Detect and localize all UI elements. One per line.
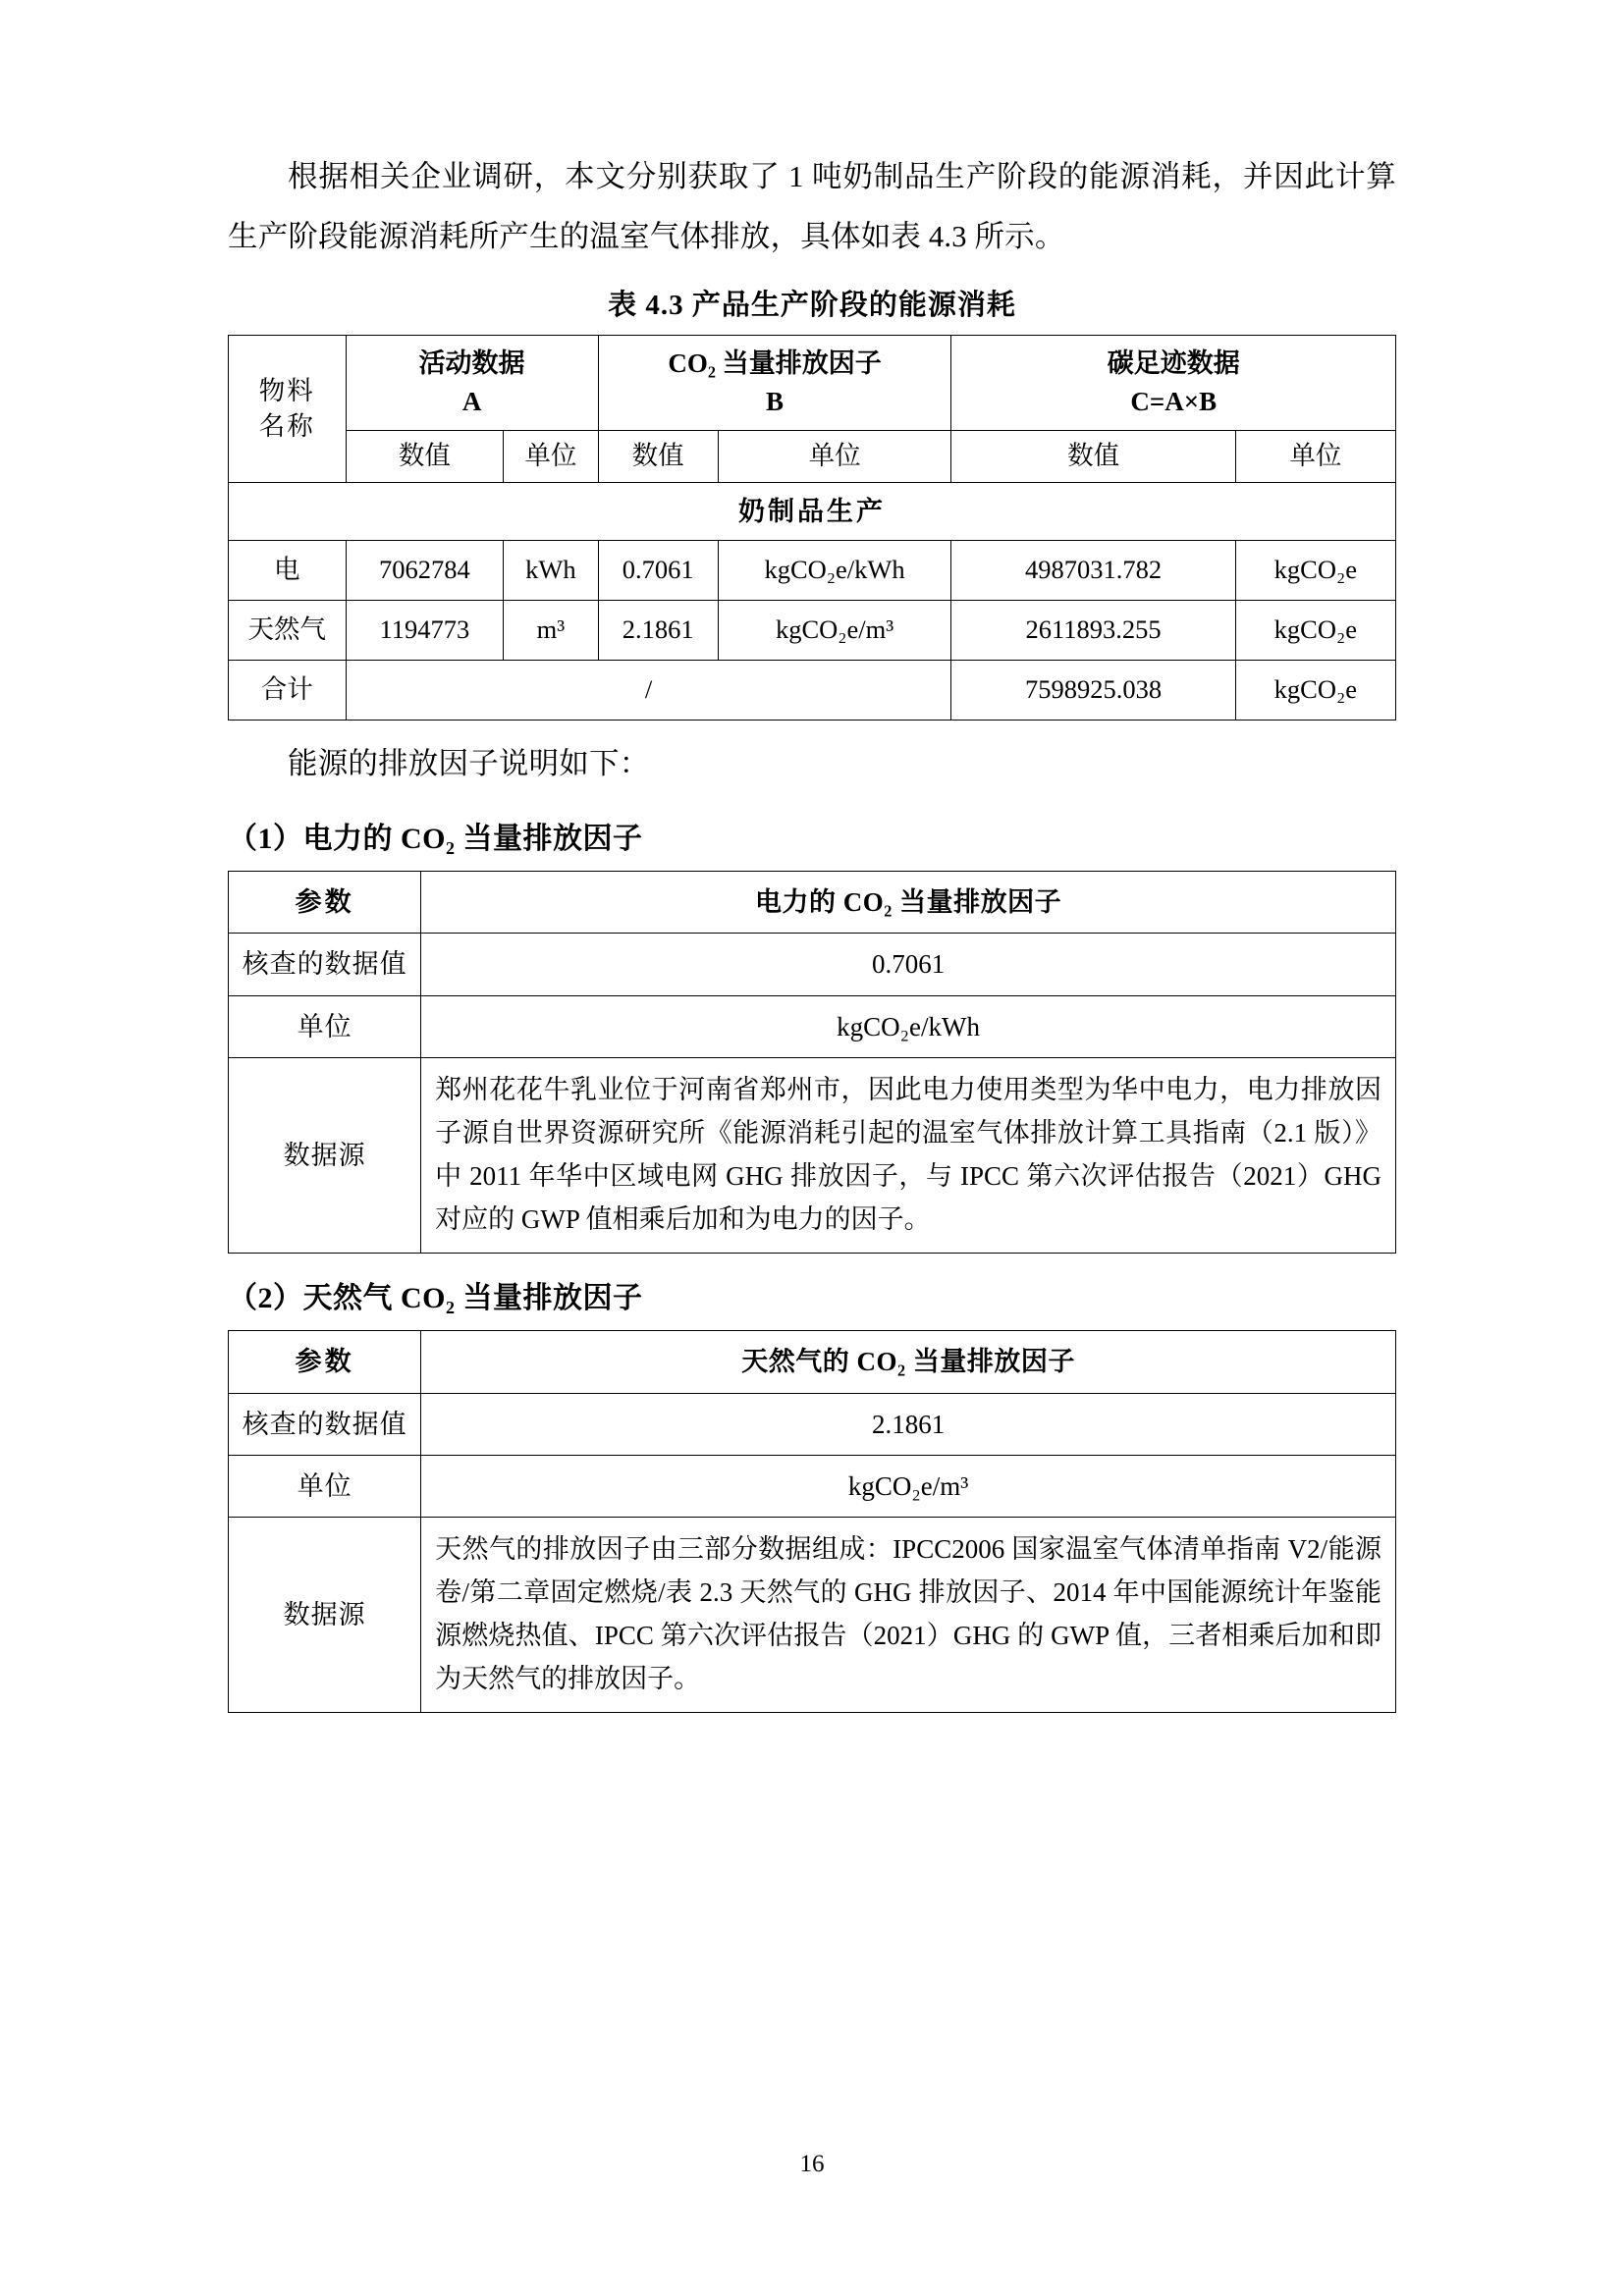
table-row (229, 1518, 1396, 1713)
table-section-row (229, 483, 1396, 541)
electricity-unit-label: 单位 (229, 995, 421, 1057)
row-gas-activity-unit: m³ (504, 601, 598, 661)
header-activity-data-title: 活动数据 (418, 348, 525, 378)
header-material-name-line1: 物料 (258, 375, 315, 405)
row-electricity-name: 电 (229, 541, 347, 601)
header-carbon-footprint-code: C=A×B (1130, 387, 1218, 417)
table-row (229, 1058, 1396, 1254)
header-carbon-footprint-title: 碳足迹数据 (1107, 348, 1240, 378)
row-gas-factor-value: 2.1861 (598, 601, 718, 661)
header-emission-factor-title: CO₂ 当量排放因子 (668, 348, 882, 378)
natural-gas-factor-table (228, 1330, 1396, 1713)
header-material-name-line2: 名称 (258, 410, 315, 441)
main-table-caption: 表 4.3 产品生产阶段的能源消耗 (608, 290, 1016, 321)
electricity-param-label: 参数 (229, 871, 421, 933)
gas-table-title: 天然气的 CO₂ 当量排放因子 (421, 1331, 1396, 1393)
row-gas-footprint-unit: kgCO₂e (1235, 601, 1395, 661)
header-carbon-footprint (951, 336, 1396, 431)
page-number: 16 (799, 2151, 825, 2177)
table-header-row-group (229, 336, 1396, 431)
table-row (229, 934, 1396, 995)
header-emission-factor-code: B (766, 387, 785, 417)
header-activity-data-code: A (461, 387, 482, 417)
subheader-activity-unit: 单位 (504, 431, 598, 483)
row-gas-name: 天然气 (229, 601, 347, 661)
subheader-factor-unit: 单位 (718, 431, 951, 483)
row-gas-activity-value: 1194773 (346, 601, 504, 661)
table-row (229, 601, 1396, 661)
table-header-row (229, 871, 1396, 933)
electricity-source-label: 数据源 (229, 1058, 421, 1254)
section-heading-electricity: （1）电力的 CO₂ 当量排放因子 (228, 822, 643, 855)
header-activity-data (346, 336, 598, 431)
gas-verified-value: 2.1861 (421, 1393, 1396, 1455)
row-total-footprint-value: 7598925.038 (951, 661, 1235, 721)
gas-source-label: 数据源 (229, 1518, 421, 1713)
electricity-factor-table (228, 871, 1396, 1254)
row-electricity-activity-value: 7062784 (346, 541, 504, 601)
electricity-unit-value: kgCO₂e/kWh (421, 995, 1396, 1057)
subheader-activity-value: 数值 (346, 431, 504, 483)
electricity-verified-value-label: 核查的数据值 (229, 934, 421, 995)
electricity-source-text: 郑州花花牛乳业位于河南省郑州市，因此电力使用类型为华中电力，电力排放因子源自世界资源研究所《能源消耗引起的温室气体排放计算工具指南（2.1 版）》中 2011 年华中区域电网 GHG 排放因子，与 IPCC 第六次评估报告（2021）GHG 对应的 GWP 值相乘后加和为电力的因子。 (421, 1058, 1396, 1254)
section-row-label: 奶制品生产 (229, 483, 1396, 541)
subheader-factor-value: 数值 (598, 431, 718, 483)
subheader-footprint-unit: 单位 (1235, 431, 1395, 483)
row-electricity-footprint-value: 4987031.782 (951, 541, 1235, 601)
header-material-name (229, 336, 347, 483)
row-electricity-factor-value: 0.7061 (598, 541, 718, 601)
energy-consumption-table (228, 335, 1396, 721)
gas-verified-value-label: 核查的数据值 (229, 1393, 421, 1455)
row-electricity-factor-unit: kgCO₂e/kWh (718, 541, 951, 601)
gas-source-text: 天然气的排放因子由三部分数据组成：IPCC2006 国家温室气体清单指南 V2/能源卷/第二章固定燃烧/表 2.3 天然气的 GHG 排放因子、2014 年中国能源统计年鉴能源燃烧热值、IPCC 第六次评估报告（2021）GHG 的 GWP 值，三者相乘后加和即为天然气的排放因子。 (421, 1518, 1396, 1713)
row-total-footprint-unit: kgCO₂e (1235, 661, 1395, 721)
gas-unit-value: kgCO₂e/m³ (421, 1455, 1396, 1517)
row-total-name: 合计 (229, 661, 347, 721)
table-row (229, 541, 1396, 601)
subheader-footprint-value: 数值 (951, 431, 1235, 483)
row-gas-footprint-value: 2611893.255 (951, 601, 1235, 661)
table-header-row (229, 1331, 1396, 1393)
row-electricity-footprint-unit: kgCO₂e (1235, 541, 1395, 601)
intro-paragraph: 根据相关企业调研，本文分别获取了 1 吨奶制品生产阶段的能源消耗，并因此计算生产阶段能源消耗所产生的温室气体排放，具体如表 4.3 所示。 (228, 160, 1396, 253)
electricity-table-title: 电力的 CO₂ 当量排放因子 (421, 871, 1396, 933)
table-row (229, 1455, 1396, 1517)
table-row (229, 1393, 1396, 1455)
gas-param-label: 参数 (229, 1331, 421, 1393)
electricity-verified-value: 0.7061 (421, 934, 1396, 995)
section-heading-natural-gas: （2）天然气 CO₂ 当量排放因子 (228, 1282, 643, 1315)
table-row-total (229, 661, 1396, 721)
row-electricity-activity-unit: kWh (504, 541, 598, 601)
header-emission-factor (598, 336, 951, 431)
table-row (229, 995, 1396, 1057)
row-total-merged-value: / (346, 661, 951, 721)
row-gas-factor-unit: kgCO₂e/m³ (718, 601, 951, 661)
gas-unit-label: 单位 (229, 1455, 421, 1517)
table-subheader-row (229, 431, 1396, 483)
emission-factor-note: 能源的排放因子说明如下： (288, 746, 650, 780)
